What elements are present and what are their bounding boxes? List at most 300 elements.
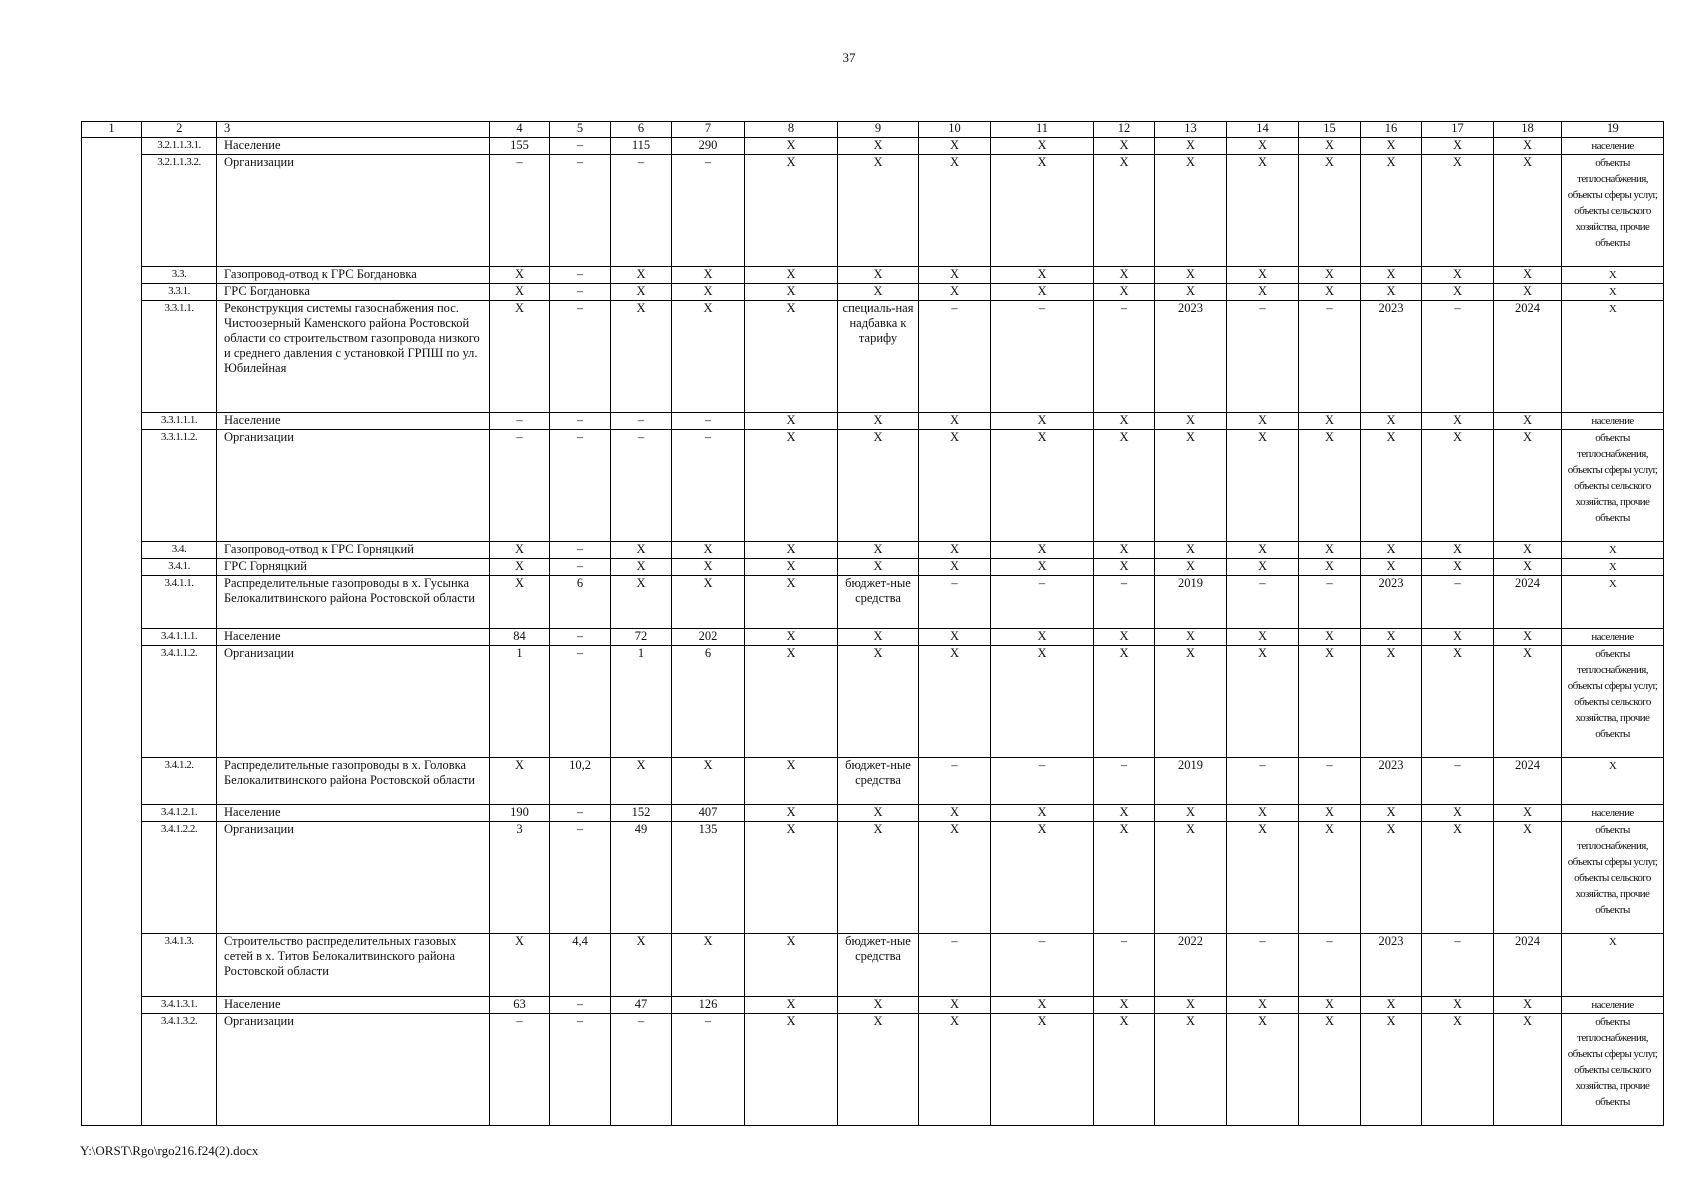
cell-col-18: X (1494, 413, 1562, 430)
cell-col-9: X (838, 413, 919, 430)
cell-col-19: население (1562, 413, 1664, 430)
cell-col-4: 1 (490, 646, 550, 758)
cell-col-6: – (611, 155, 672, 267)
cell-col-7: – (672, 155, 745, 267)
cell-col-7: X (672, 267, 745, 284)
cell-col-4: X (490, 576, 550, 629)
cell-col-1 (82, 646, 142, 758)
cell-col-14: X (1227, 997, 1299, 1014)
cell-col-9: X (838, 997, 919, 1014)
cell-col-13: X (1155, 138, 1227, 155)
cell-col-7: X (672, 542, 745, 559)
cell-col-7: X (672, 576, 745, 629)
cell-col-15: X (1299, 629, 1361, 646)
cell-col-4: – (490, 430, 550, 542)
table-row (82, 138, 1664, 155)
cell-col-3: Организации (217, 430, 490, 542)
cell-col-13: 2022 (1155, 934, 1227, 997)
cell-col-8: X (745, 430, 838, 542)
cell-col-5: – (550, 629, 611, 646)
cell-col-15: – (1299, 934, 1361, 997)
table-row (82, 542, 1664, 559)
cell-col-13: 2019 (1155, 576, 1227, 629)
cell-col-2: 3.3.1. (142, 284, 217, 301)
cell-col-8: X (745, 267, 838, 284)
table-row (82, 430, 1664, 542)
cell-col-12: X (1094, 559, 1155, 576)
cell-col-13: X (1155, 413, 1227, 430)
cell-col-9: X (838, 822, 919, 934)
cell-col-4: X (490, 542, 550, 559)
cell-col-9: X (838, 646, 919, 758)
cell-col-4: X (490, 301, 550, 413)
cell-col-8: X (745, 805, 838, 822)
cell-col-11: X (991, 430, 1094, 542)
cell-col-12: X (1094, 646, 1155, 758)
cell-col-12: X (1094, 542, 1155, 559)
cell-col-5: – (550, 822, 611, 934)
cell-col-5: – (550, 301, 611, 413)
cell-col-4: – (490, 1014, 550, 1126)
cell-col-13: X (1155, 542, 1227, 559)
cell-col-14: X (1227, 1014, 1299, 1126)
cell-col-6: – (611, 413, 672, 430)
cell-col-16: 2023 (1361, 576, 1422, 629)
table-row (82, 284, 1664, 301)
cell-col-9: специаль-ная надбавка к тарифу (838, 301, 919, 413)
cell-col-1 (82, 155, 142, 267)
cell-col-14: X (1227, 646, 1299, 758)
cell-col-1 (82, 805, 142, 822)
cell-col-15: 15 (1299, 122, 1361, 138)
cell-col-12: X (1094, 413, 1155, 430)
cell-col-2: 3.4.1.1.1. (142, 629, 217, 646)
cell-col-18: X (1494, 997, 1562, 1014)
cell-col-17: 17 (1422, 122, 1494, 138)
cell-col-13: X (1155, 155, 1227, 267)
cell-col-12: X (1094, 430, 1155, 542)
cell-col-7: X (672, 559, 745, 576)
cell-col-12: – (1094, 934, 1155, 997)
cell-col-8: X (745, 822, 838, 934)
cell-col-15: X (1299, 997, 1361, 1014)
cell-col-5: – (550, 430, 611, 542)
cell-col-13: X (1155, 997, 1227, 1014)
cell-col-14: X (1227, 822, 1299, 934)
cell-col-18: X (1494, 822, 1562, 934)
cell-col-16: X (1361, 1014, 1422, 1126)
cell-col-16: X (1361, 430, 1422, 542)
cell-col-2: 3.4.1.2.1. (142, 805, 217, 822)
cell-col-4: 190 (490, 805, 550, 822)
table-row (82, 997, 1664, 1014)
cell-col-18: X (1494, 646, 1562, 758)
cell-col-11: X (991, 542, 1094, 559)
cell-col-17: X (1422, 1014, 1494, 1126)
cell-col-9: X (838, 267, 919, 284)
cell-col-3: Организации (217, 646, 490, 758)
cell-col-2: 3.4.1.3.1. (142, 997, 217, 1014)
cell-col-4: X (490, 267, 550, 284)
cell-col-11: X (991, 155, 1094, 267)
cell-col-7: – (672, 413, 745, 430)
cell-col-1: 1 (82, 122, 142, 138)
cell-col-18: 2024 (1494, 758, 1562, 805)
cell-col-12: – (1094, 758, 1155, 805)
cell-col-12: 12 (1094, 122, 1155, 138)
table-row (82, 413, 1664, 430)
cell-col-16: X (1361, 542, 1422, 559)
cell-col-18: X (1494, 805, 1562, 822)
cell-col-1 (82, 1014, 142, 1126)
cell-col-4: – (490, 155, 550, 267)
cell-col-14: X (1227, 430, 1299, 542)
cell-col-10: X (919, 805, 991, 822)
cell-col-12: X (1094, 284, 1155, 301)
cell-col-5: – (550, 155, 611, 267)
cell-col-16: X (1361, 629, 1422, 646)
cell-col-13: 2023 (1155, 301, 1227, 413)
cell-col-3: Газопровод-отвод к ГРС Горняцкий (217, 542, 490, 559)
cell-col-13: X (1155, 646, 1227, 758)
cell-col-10: X (919, 559, 991, 576)
cell-col-19: X (1562, 758, 1664, 805)
cell-col-16: X (1361, 413, 1422, 430)
cell-col-10: X (919, 1014, 991, 1126)
cell-col-11: X (991, 559, 1094, 576)
cell-col-17: X (1422, 629, 1494, 646)
cell-col-13: X (1155, 822, 1227, 934)
cell-col-10: X (919, 138, 991, 155)
cell-col-1 (82, 822, 142, 934)
cell-col-7: 202 (672, 629, 745, 646)
cell-col-15: X (1299, 155, 1361, 267)
cell-col-17: – (1422, 301, 1494, 413)
cell-col-19: X (1562, 576, 1664, 629)
cell-col-13: X (1155, 805, 1227, 822)
cell-col-6: X (611, 301, 672, 413)
cell-col-2: 3.3.1.1.1. (142, 413, 217, 430)
cell-col-4: – (490, 413, 550, 430)
cell-col-5: – (550, 1014, 611, 1126)
cell-col-14: X (1227, 559, 1299, 576)
cell-col-13: X (1155, 267, 1227, 284)
cell-col-17: – (1422, 934, 1494, 997)
cell-col-1 (82, 576, 142, 629)
cell-col-17: X (1422, 155, 1494, 267)
cell-col-9: X (838, 155, 919, 267)
cell-col-11: X (991, 805, 1094, 822)
cell-col-19: население (1562, 629, 1664, 646)
cell-col-3: Население (217, 629, 490, 646)
cell-col-17: X (1422, 997, 1494, 1014)
cell-col-3: ГРС Богдановка (217, 284, 490, 301)
cell-col-9: X (838, 805, 919, 822)
cell-col-15: X (1299, 284, 1361, 301)
cell-col-18: X (1494, 559, 1562, 576)
footer-file-path: Y:\ORST\Rgo\rgo216.f24(2).docx (80, 1143, 259, 1158)
header-row (82, 122, 1664, 138)
table-row (82, 301, 1664, 413)
cell-col-9: 9 (838, 122, 919, 138)
cell-col-12: X (1094, 997, 1155, 1014)
cell-col-8: X (745, 646, 838, 758)
cell-col-4: 155 (490, 138, 550, 155)
cell-col-9: X (838, 559, 919, 576)
cell-col-16: X (1361, 155, 1422, 267)
cell-col-19: население (1562, 997, 1664, 1014)
cell-col-7: X (672, 934, 745, 997)
cell-col-10: X (919, 646, 991, 758)
cell-col-13: 2019 (1155, 758, 1227, 805)
cell-col-18: X (1494, 267, 1562, 284)
cell-col-6: 72 (611, 629, 672, 646)
cell-col-16: 2023 (1361, 758, 1422, 805)
cell-col-2: 3.3.1.1. (142, 301, 217, 413)
cell-col-7: – (672, 430, 745, 542)
table-row (82, 559, 1664, 576)
cell-col-17: X (1422, 559, 1494, 576)
cell-col-8: X (745, 301, 838, 413)
cell-col-1 (82, 430, 142, 542)
cell-col-4: 84 (490, 629, 550, 646)
cell-col-17: X (1422, 822, 1494, 934)
cell-col-14: X (1227, 138, 1299, 155)
cell-col-13: 13 (1155, 122, 1227, 138)
cell-col-15: X (1299, 559, 1361, 576)
cell-col-17: – (1422, 758, 1494, 805)
cell-col-6: X (611, 267, 672, 284)
cell-col-3: Население (217, 413, 490, 430)
cell-col-19: X (1562, 559, 1664, 576)
cell-col-14: X (1227, 629, 1299, 646)
cell-col-4: X (490, 284, 550, 301)
cell-col-14: X (1227, 155, 1299, 267)
cell-col-5: – (550, 997, 611, 1014)
cell-col-6: X (611, 284, 672, 301)
cell-col-5: 4,4 (550, 934, 611, 997)
cell-col-7: 6 (672, 646, 745, 758)
cell-col-3: Реконструкция системы газоснабжения пос. Чистоозерный Каменского района Ростовской области со строительством газопровода низкого и среднего давления с установкой ГРПШ по ул. Юбилейная (217, 301, 490, 413)
cell-col-11: – (991, 758, 1094, 805)
cell-col-8: X (745, 629, 838, 646)
cell-col-1 (82, 559, 142, 576)
cell-col-11: X (991, 267, 1094, 284)
cell-col-14: – (1227, 758, 1299, 805)
cell-col-11: – (991, 301, 1094, 413)
cell-col-17: X (1422, 413, 1494, 430)
cell-col-17: X (1422, 267, 1494, 284)
cell-col-18: X (1494, 430, 1562, 542)
cell-col-15: X (1299, 430, 1361, 542)
cell-col-8: X (745, 542, 838, 559)
cell-col-1 (82, 413, 142, 430)
cell-col-11: X (991, 138, 1094, 155)
cell-col-18: 2024 (1494, 934, 1562, 997)
cell-col-18: X (1494, 155, 1562, 267)
cell-col-11: X (991, 1014, 1094, 1126)
cell-col-16: X (1361, 284, 1422, 301)
cell-col-12: – (1094, 301, 1155, 413)
cell-col-17: X (1422, 430, 1494, 542)
cell-col-2: 3.2.1.1.3.2. (142, 155, 217, 267)
cell-col-5: – (550, 646, 611, 758)
table-row (82, 267, 1664, 284)
table-row (82, 1014, 1664, 1126)
cell-col-2: 2 (142, 122, 217, 138)
cell-col-10: – (919, 934, 991, 997)
table-row (82, 576, 1664, 629)
cell-col-6: 47 (611, 997, 672, 1014)
cell-col-3: Распределительные газопроводы в х. Головка Белокалитвинского района Ростовской области (217, 758, 490, 805)
cell-col-7: X (672, 301, 745, 413)
cell-col-16: X (1361, 805, 1422, 822)
cell-col-14: X (1227, 805, 1299, 822)
cell-col-3: Организации (217, 1014, 490, 1126)
cell-col-10: X (919, 155, 991, 267)
investment-table (81, 121, 1664, 1126)
cell-col-2: 3.4.1.2. (142, 758, 217, 805)
cell-col-4: X (490, 934, 550, 997)
cell-col-12: X (1094, 267, 1155, 284)
cell-col-2: 3.4.1.1.2. (142, 646, 217, 758)
cell-col-3: Население (217, 805, 490, 822)
cell-col-18: 18 (1494, 122, 1562, 138)
cell-col-11: – (991, 576, 1094, 629)
cell-col-10: – (919, 758, 991, 805)
cell-col-6: X (611, 934, 672, 997)
cell-col-14: 14 (1227, 122, 1299, 138)
cell-col-14: X (1227, 284, 1299, 301)
cell-col-7: X (672, 284, 745, 301)
cell-col-5: 5 (550, 122, 611, 138)
table-row (82, 646, 1664, 758)
cell-col-5: – (550, 267, 611, 284)
cell-col-14: – (1227, 934, 1299, 997)
cell-col-14: – (1227, 301, 1299, 413)
cell-col-10: X (919, 430, 991, 542)
cell-col-7: X (672, 758, 745, 805)
cell-col-2: 3.3.1.1.2. (142, 430, 217, 542)
cell-col-11: X (991, 822, 1094, 934)
cell-col-16: X (1361, 138, 1422, 155)
cell-col-10: – (919, 301, 991, 413)
cell-col-17: X (1422, 646, 1494, 758)
cell-col-15: X (1299, 646, 1361, 758)
cell-col-8: X (745, 997, 838, 1014)
cell-col-5: 10,2 (550, 758, 611, 805)
cell-col-2: 3.4.1. (142, 559, 217, 576)
table-row (82, 758, 1664, 805)
cell-col-8: X (745, 758, 838, 805)
cell-col-7: 7 (672, 122, 745, 138)
cell-col-4: 4 (490, 122, 550, 138)
cell-col-2: 3.4.1.1. (142, 576, 217, 629)
cell-col-17: X (1422, 805, 1494, 822)
cell-col-15: X (1299, 822, 1361, 934)
cell-col-6: – (611, 430, 672, 542)
cell-col-15: – (1299, 758, 1361, 805)
cell-col-15: X (1299, 1014, 1361, 1126)
cell-col-10: X (919, 822, 991, 934)
cell-col-2: 3.3. (142, 267, 217, 284)
cell-col-5: – (550, 805, 611, 822)
cell-col-7: 126 (672, 997, 745, 1014)
cell-col-19: X (1562, 301, 1664, 413)
cell-col-19: население (1562, 138, 1664, 155)
cell-col-3: Организации (217, 822, 490, 934)
cell-col-2: 3.4.1.3. (142, 934, 217, 997)
cell-col-10: X (919, 267, 991, 284)
cell-col-12: – (1094, 576, 1155, 629)
cell-col-16: X (1361, 267, 1422, 284)
cell-col-19: X (1562, 542, 1664, 559)
cell-col-12: X (1094, 629, 1155, 646)
cell-col-1 (82, 758, 142, 805)
cell-col-8: X (745, 284, 838, 301)
cell-col-3: Организации (217, 155, 490, 267)
cell-col-17: X (1422, 284, 1494, 301)
cell-col-4: X (490, 559, 550, 576)
cell-col-1 (82, 542, 142, 559)
cell-col-3: ГРС Горняцкий (217, 559, 490, 576)
cell-col-1 (82, 934, 142, 997)
cell-col-16: 2023 (1361, 301, 1422, 413)
cell-col-15: – (1299, 576, 1361, 629)
cell-col-5: – (550, 138, 611, 155)
cell-col-18: 2024 (1494, 301, 1562, 413)
cell-col-16: 2023 (1361, 934, 1422, 997)
cell-col-4: 63 (490, 997, 550, 1014)
cell-col-14: X (1227, 267, 1299, 284)
cell-col-1 (82, 284, 142, 301)
cell-col-18: X (1494, 138, 1562, 155)
cell-col-6: X (611, 576, 672, 629)
cell-col-7: – (672, 1014, 745, 1126)
cell-col-7: 135 (672, 822, 745, 934)
cell-col-8: X (745, 576, 838, 629)
cell-col-6: 115 (611, 138, 672, 155)
cell-col-9: X (838, 430, 919, 542)
cell-col-15: – (1299, 301, 1361, 413)
table-row (82, 155, 1664, 267)
cell-col-6: X (611, 559, 672, 576)
cell-col-10: X (919, 629, 991, 646)
cell-col-16: X (1361, 646, 1422, 758)
cell-col-6: – (611, 1014, 672, 1126)
cell-col-3: Население (217, 997, 490, 1014)
cell-col-19: X (1562, 284, 1664, 301)
cell-col-10: X (919, 542, 991, 559)
cell-col-19: объекты теплоснабжения, объекты сферы услуг, объекты сельского хозяйства, прочие объекты (1562, 1014, 1664, 1126)
cell-col-9: X (838, 629, 919, 646)
cell-col-1 (82, 629, 142, 646)
table-row (82, 629, 1664, 646)
cell-col-10: – (919, 576, 991, 629)
cell-col-11: X (991, 646, 1094, 758)
cell-col-12: X (1094, 155, 1155, 267)
cell-col-8: X (745, 559, 838, 576)
cell-col-2: 3.2.1.1.3.1. (142, 138, 217, 155)
cell-col-1 (82, 267, 142, 284)
cell-col-5: 6 (550, 576, 611, 629)
cell-col-18: 2024 (1494, 576, 1562, 629)
cell-col-10: X (919, 413, 991, 430)
cell-col-8: X (745, 413, 838, 430)
cell-col-9: X (838, 138, 919, 155)
table-row (82, 934, 1664, 997)
cell-col-19: объекты теплоснабжения, объекты сферы услуг, объекты сельского хозяйства, прочие объекты (1562, 430, 1664, 542)
